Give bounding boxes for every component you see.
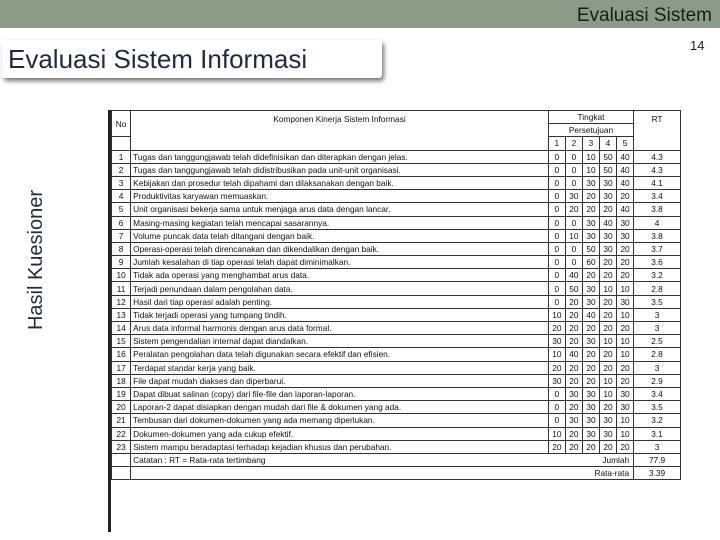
table-row	[112, 361, 681, 374]
table-row	[112, 176, 681, 189]
row-value: 20	[599, 203, 616, 216]
side-label-wrap	[26, 165, 50, 355]
header-scale: 1	[548, 137, 565, 150]
row-value: 50	[565, 282, 582, 295]
row-value: 20	[565, 335, 582, 348]
row-number: 6	[112, 216, 131, 229]
table-row	[112, 216, 681, 229]
row-value: 30	[582, 176, 599, 189]
row-value: 20	[617, 361, 634, 374]
row-value: 20	[582, 440, 599, 453]
row-number: 19	[112, 387, 131, 400]
row-komponen: Peralatan pengolahan data telah digunakan secara efektif dan efisien.	[131, 348, 549, 361]
footer-rata-value: 3.39	[634, 467, 681, 480]
row-rt: 3.7	[634, 242, 681, 255]
row-komponen: Masing-masing kegiatan telah mencapai sasarannya.	[131, 216, 549, 229]
table-row	[112, 269, 681, 282]
header-persetujuan: Persetujuan	[548, 124, 633, 137]
row-value: 30	[565, 190, 582, 203]
row-value: 20	[599, 440, 616, 453]
row-number: 7	[112, 229, 131, 242]
row-value: 30	[599, 190, 616, 203]
row-value: 0	[548, 256, 565, 269]
row-number: 2	[112, 163, 131, 176]
row-value: 20	[599, 322, 616, 335]
row-value: 40	[599, 216, 616, 229]
header-tingkat: Tingkat	[548, 111, 633, 124]
row-number: 15	[112, 335, 131, 348]
row-number: 21	[112, 414, 131, 427]
row-rt: 3.4	[634, 387, 681, 400]
row-value: 20	[548, 440, 565, 453]
row-value: 20	[565, 308, 582, 321]
row-number: 22	[112, 427, 131, 440]
row-value: 20	[582, 348, 599, 361]
slide-title-box	[2, 40, 382, 78]
table-row	[112, 348, 681, 361]
slide-title: Evaluasi Sistem Informasi	[8, 44, 308, 74]
row-value: 10	[599, 282, 616, 295]
header-scale: 3	[582, 137, 599, 150]
row-value: 40	[617, 203, 634, 216]
row-value: 30	[599, 176, 616, 189]
row-value: 40	[617, 163, 634, 176]
row-value: 30	[582, 295, 599, 308]
table-row	[112, 150, 681, 163]
row-value: 20	[565, 440, 582, 453]
row-value: 0	[548, 295, 565, 308]
row-value: 30	[582, 282, 599, 295]
row-value: 0	[565, 163, 582, 176]
row-number: 17	[112, 361, 131, 374]
table-row	[112, 335, 681, 348]
row-rt: 4	[634, 216, 681, 229]
row-number: 13	[112, 308, 131, 321]
row-rt: 3.2	[634, 414, 681, 427]
row-komponen: Produktivitas karyawan memuaskan.	[131, 190, 549, 203]
header-komponen: Komponen Kinerja Sistem Informasi	[131, 111, 549, 151]
row-number: 12	[112, 295, 131, 308]
row-value: 40	[565, 348, 582, 361]
row-value: 10	[599, 374, 616, 387]
row-value: 20	[565, 295, 582, 308]
row-value: 20	[599, 256, 616, 269]
row-komponen: Sistem mampu beradaptasi terhadap kejadian khusus dan perubahan.	[131, 440, 549, 453]
row-value: 40	[565, 269, 582, 282]
row-value: 20	[599, 308, 616, 321]
row-number: 11	[112, 282, 131, 295]
row-komponen: Hasil dari tiap operasi adalah penting.	[131, 295, 549, 308]
row-value: 10	[548, 427, 565, 440]
row-value: 50	[599, 150, 616, 163]
table-row	[112, 322, 681, 335]
table-row	[112, 203, 681, 216]
row-value: 30	[582, 229, 599, 242]
row-value: 10	[617, 335, 634, 348]
row-value: 10	[582, 163, 599, 176]
row-value: 60	[582, 256, 599, 269]
row-value: 30	[548, 374, 565, 387]
footer-catatan: Catatan : RT = Rata-rata tertimbang Jumlah	[131, 453, 634, 466]
row-rt: 4.1	[634, 176, 681, 189]
row-rt: 3.1	[634, 427, 681, 440]
header-scale: 2	[565, 137, 582, 150]
row-rt: 4.3	[634, 163, 681, 176]
row-value: 0	[565, 256, 582, 269]
row-value: 30	[582, 387, 599, 400]
row-komponen: Tidak terjadi operasi yang tumpang tindih.	[131, 308, 549, 321]
footer-jumlah-value: 77.9	[634, 453, 681, 466]
row-value: 0	[565, 150, 582, 163]
row-value: 10	[548, 308, 565, 321]
row-value: 30	[617, 295, 634, 308]
table-body	[112, 111, 681, 480]
table-footer-row	[112, 453, 681, 466]
row-number: 23	[112, 440, 131, 453]
row-value: 20	[599, 269, 616, 282]
table-row	[112, 374, 681, 387]
row-value: 20	[582, 374, 599, 387]
row-komponen: Volume puncak data telah ditangani dengan baik.	[131, 229, 549, 242]
row-rt: 3.4	[634, 190, 681, 203]
row-value: 30	[582, 427, 599, 440]
row-value: 30	[617, 401, 634, 414]
row-value: 40	[617, 176, 634, 189]
row-number: 9	[112, 256, 131, 269]
row-value: 20	[548, 361, 565, 374]
row-value: 30	[582, 401, 599, 414]
table-row	[112, 163, 681, 176]
header-blank	[112, 137, 131, 150]
row-value: 20	[565, 322, 582, 335]
row-value: 0	[548, 242, 565, 255]
row-number: 5	[112, 203, 131, 216]
row-komponen: Tugas dan tanggungjawab telah didefinisikan dan diterapkan dengan jelas.	[131, 150, 549, 163]
row-value: 10	[565, 229, 582, 242]
row-value: 30	[582, 216, 599, 229]
row-value: 40	[582, 308, 599, 321]
row-value: 30	[617, 229, 634, 242]
header-title: Evaluasi Sistem	[576, 5, 712, 26]
row-rt: 4.3	[634, 150, 681, 163]
row-value: 10	[582, 150, 599, 163]
top-bar	[0, 0, 720, 28]
table-footer-row	[112, 467, 681, 480]
row-rt: 2.5	[634, 335, 681, 348]
header-no: No	[112, 111, 131, 137]
row-komponen: Unit organisasi bekerja sama untuk menjaga arus data dengan lancar.	[131, 203, 549, 216]
row-value: 20	[617, 440, 634, 453]
row-komponen: Tidak ada operasi yang menghambat arus data.	[131, 269, 549, 282]
row-komponen: Dokumen-dokumen yang ada cukup efektif.	[131, 427, 549, 440]
page-number: 14	[690, 38, 705, 53]
row-komponen: Tembusan dari dokumen-dokumen yang ada memang diperlukan.	[131, 414, 549, 427]
row-komponen: Sistem pengendalian internal dapat diandalkan.	[131, 335, 549, 348]
row-number: 8	[112, 242, 131, 255]
row-value: 20	[565, 361, 582, 374]
footer-rata-label: Rata-rata	[131, 467, 634, 480]
row-value: 20	[565, 427, 582, 440]
row-value: 20	[565, 401, 582, 414]
row-value: 0	[548, 203, 565, 216]
table-row	[112, 440, 681, 453]
row-komponen: Dapat dibuat salinan (copy) dari file-file dan laporan-laporan.	[131, 387, 549, 400]
row-value: 0	[548, 216, 565, 229]
row-value: 20	[548, 322, 565, 335]
row-value: 10	[617, 427, 634, 440]
row-value: 30	[565, 387, 582, 400]
table-row	[112, 295, 681, 308]
row-value: 30	[599, 242, 616, 255]
row-value: 0	[548, 229, 565, 242]
row-value: 10	[617, 348, 634, 361]
row-komponen: Jumlah kesalahan di tiap operasi telah dapat diminimalkan.	[131, 256, 549, 269]
header-rt: RT	[634, 111, 681, 151]
survey-table	[111, 110, 681, 480]
table-row	[112, 242, 681, 255]
row-value: 30	[599, 229, 616, 242]
row-rt: 3	[634, 440, 681, 453]
row-value: 30	[582, 414, 599, 427]
row-komponen: Terdapat standar kerja yang baik.	[131, 361, 549, 374]
row-value: 0	[565, 242, 582, 255]
row-rt: 2.9	[634, 374, 681, 387]
row-rt: 3.8	[634, 203, 681, 216]
row-value: 10	[617, 414, 634, 427]
survey-table-wrap	[108, 110, 681, 532]
row-value: 20	[599, 295, 616, 308]
row-number: 10	[112, 269, 131, 282]
row-value: 0	[548, 414, 565, 427]
row-value: 0	[565, 216, 582, 229]
row-number: 1	[112, 150, 131, 163]
row-komponen: Arus data informal harmonis dengan arus data formal.	[131, 322, 549, 335]
row-value: 20	[617, 256, 634, 269]
row-value: 30	[582, 335, 599, 348]
table-header-row	[112, 111, 681, 124]
row-komponen: Terjadi penundaan dalam pengolahan data.	[131, 282, 549, 295]
table-row	[112, 256, 681, 269]
table-row	[112, 427, 681, 440]
row-value: 30	[599, 427, 616, 440]
row-value: 0	[548, 190, 565, 203]
table-row	[112, 414, 681, 427]
row-value: 20	[617, 190, 634, 203]
row-rt: 3.2	[634, 269, 681, 282]
row-value: 0	[548, 401, 565, 414]
row-number: 20	[112, 401, 131, 414]
table-row	[112, 229, 681, 242]
row-komponen: Tugas dan tanggungjawab telah didistribusikan pada unit-unit organisasi.	[131, 163, 549, 176]
row-number: 14	[112, 322, 131, 335]
table-row	[112, 282, 681, 295]
row-value: 10	[617, 308, 634, 321]
row-value: 20	[599, 348, 616, 361]
row-rt: 3.8	[634, 229, 681, 242]
table-row	[112, 308, 681, 321]
row-value: 10	[599, 335, 616, 348]
row-value: 20	[617, 322, 634, 335]
row-value: 30	[617, 216, 634, 229]
row-value: 50	[582, 242, 599, 255]
row-value: 30	[617, 387, 634, 400]
row-rt: 3.5	[634, 401, 681, 414]
row-value: 20	[582, 322, 599, 335]
header-scale: 5	[617, 137, 634, 150]
row-value: 0	[548, 176, 565, 189]
row-value: 0	[548, 269, 565, 282]
row-number: 16	[112, 348, 131, 361]
row-value: 50	[599, 163, 616, 176]
row-komponen: File dapat mudah diakses dan diperbarui.	[131, 374, 549, 387]
row-value: 10	[599, 387, 616, 400]
row-value: 30	[599, 414, 616, 427]
row-value: 40	[617, 150, 634, 163]
row-value: 30	[565, 414, 582, 427]
row-rt: 3	[634, 361, 681, 374]
row-rt: 2.8	[634, 282, 681, 295]
row-value: 20	[617, 374, 634, 387]
row-rt: 3.6	[634, 256, 681, 269]
row-value: 0	[548, 387, 565, 400]
header-scale: 4	[599, 137, 616, 150]
row-value: 20	[599, 361, 616, 374]
row-number: 3	[112, 176, 131, 189]
row-komponen: Operasi-operasi telah direncanakan dan dikendalikan dengan baik.	[131, 242, 549, 255]
row-rt: 3	[634, 308, 681, 321]
row-value: 20	[582, 203, 599, 216]
footer-jumlah-label: Jumlah	[602, 454, 630, 465]
row-value: 20	[582, 190, 599, 203]
row-value: 0	[565, 176, 582, 189]
row-rt: 3.5	[634, 295, 681, 308]
row-value: 0	[548, 282, 565, 295]
row-value: 10	[548, 348, 565, 361]
row-value: 0	[548, 163, 565, 176]
row-value: 20	[565, 374, 582, 387]
row-value: 30	[548, 335, 565, 348]
row-value: 20	[582, 361, 599, 374]
row-number: 18	[112, 374, 131, 387]
table-row	[112, 401, 681, 414]
row-value: 20	[599, 401, 616, 414]
table-row	[112, 387, 681, 400]
row-value: 10	[617, 282, 634, 295]
row-number: 4	[112, 190, 131, 203]
row-value: 0	[548, 150, 565, 163]
side-label: Hasil Kuesioner	[25, 189, 47, 331]
row-rt: 3	[634, 322, 681, 335]
row-komponen: Laporan-2 dapat disiapkan dengan mudah dari file & dokumen yang ada.	[131, 401, 549, 414]
table-row	[112, 190, 681, 203]
row-komponen: Kebijakan dan prosedur telah dipahami dan dilaksanakan dengan baik.	[131, 176, 549, 189]
row-rt: 2.8	[634, 348, 681, 361]
row-value: 20	[582, 269, 599, 282]
row-value: 20	[565, 203, 582, 216]
row-value: 20	[617, 269, 634, 282]
row-value: 20	[617, 242, 634, 255]
